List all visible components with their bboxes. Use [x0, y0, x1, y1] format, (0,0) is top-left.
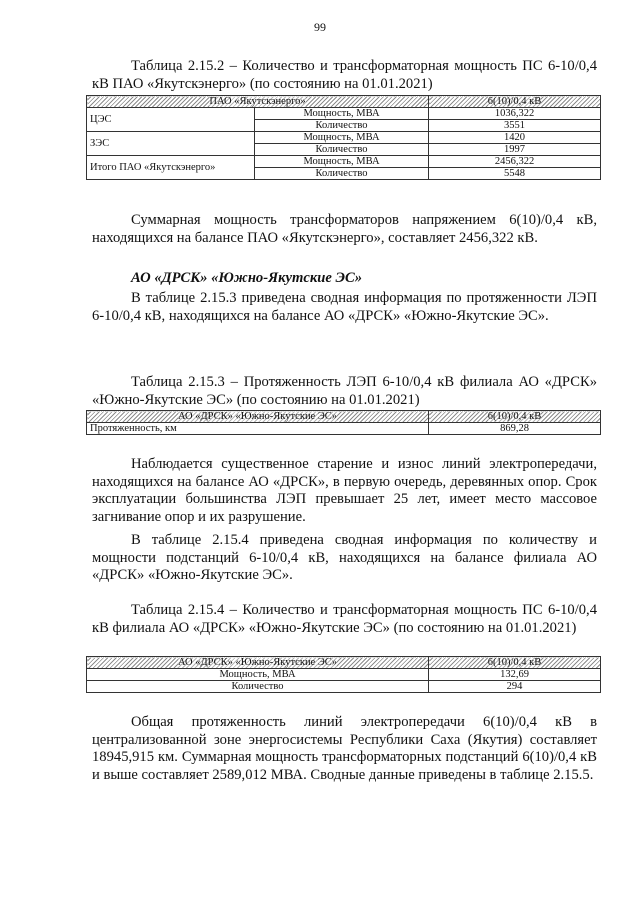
table-row [87, 132, 601, 144]
value-cell: 1997 [429, 144, 601, 156]
table-header-row [87, 411, 601, 423]
table-2-15-2 [86, 95, 601, 180]
table-2-15-4-caption: Таблица 2.15.4 – Количество и трансформаторная мощность ПС 6-10/0,4 кВ филиала АО «ДРСК» «Южно-Якутские ЭС» (по состоянию на 01.01.2021) [92, 602, 597, 636]
value-cell: 869,28 [429, 423, 601, 435]
label-cell: Мощность, МВА [255, 108, 429, 120]
label-cell: Мощность, МВА [255, 132, 429, 144]
table-row [87, 669, 601, 681]
table-row [87, 156, 601, 168]
paragraph-2: В таблице 2.15.3 приведена сводная информация по протяженности ЛЭП 6-10/0,4 кВ, находящихся на балансе АО «ДРСК» «Южно-Якутские ЭС». [92, 290, 597, 324]
header-org-cell: ПАО «Якутскэнерго» [87, 96, 429, 108]
group-cell: ЦЭС [87, 108, 255, 132]
section-heading: АО «ДРСК» «Южно-Якутские ЭС» [131, 270, 363, 286]
label-cell: Протяженность, км [87, 423, 429, 435]
table-2-15-3-caption: Таблица 2.15.3 – Протяженность ЛЭП 6-10/0,4 кВ филиала АО «ДРСК» «Южно-Якутские ЭС» (по состоянию на 01.01.2021) [92, 374, 597, 408]
header-voltage-cell: 6(10)/0,4 кВ [429, 657, 601, 669]
label-cell: Количество [255, 168, 429, 180]
group-cell: Итого ПАО «Якутскэнерго» [87, 156, 255, 180]
paragraph-1: Суммарная мощность трансформаторов напряжением 6(10)/0,4 кВ, находящихся на балансе ПАО «Якутскэнерго», составляет 2456,322 кВ. [92, 212, 597, 246]
label-cell: Мощность, МВА [255, 156, 429, 168]
group-cell: ЗЭС [87, 132, 255, 156]
table-header-row [87, 657, 601, 669]
header-voltage-cell: 6(10)/0,4 кВ [429, 411, 601, 423]
label-cell: Количество [87, 681, 429, 693]
table-2-15-3 [86, 410, 601, 435]
table-row [87, 681, 601, 693]
paragraph-3: Наблюдается существенное старение и износ линий электропередачи, находящихся на балансе АО «ДРСК», в первую очередь, деревянных опор. Срок эксплуатации большинства ЛЭП превышает 25 лет, имеет место массовое загнивание опор и их разрушение. [92, 456, 597, 525]
value-cell: 294 [429, 681, 601, 693]
table-header-row [87, 96, 601, 108]
paragraph-4: В таблице 2.15.4 приведена сводная информация по количеству и мощности подстанций 6-10/0,4 кВ, находящихся на балансе филиала АО «ДРСК» «Южно-Якутские ЭС». [92, 532, 597, 584]
value-cell: 1036,322 [429, 108, 601, 120]
header-org-cell: АО «ДРСК» «Южно-Якутские ЭС» [87, 657, 429, 669]
table-2-15-4 [86, 656, 601, 693]
value-cell: 3551 [429, 120, 601, 132]
value-cell: 132,69 [429, 669, 601, 681]
value-cell: 1420 [429, 132, 601, 144]
label-cell: Количество [255, 144, 429, 156]
value-cell: 2456,322 [429, 156, 601, 168]
header-org-cell: АО «ДРСК» «Южно-Якутские ЭС» [87, 411, 429, 423]
header-voltage-cell: 6(10)/0,4 кВ [429, 96, 601, 108]
value-cell: 5548 [429, 168, 601, 180]
table-row [87, 108, 601, 120]
table-row [87, 423, 601, 435]
label-cell: Мощность, МВА [87, 669, 429, 681]
paragraph-5: Общая протяженность линий электропередачи 6(10)/0,4 кВ в централизованной зоне энергосистемы Республики Саха (Якутия) составляет 18945,915 км. Суммарная мощность трансформаторных подстанций 6(10)/0,4 кВ и выше составляет 2589,012 МВА. Сводные данные приведены в таблице 2.15.5. [92, 714, 597, 783]
label-cell: Количество [255, 120, 429, 132]
table-2-15-2-caption: Таблица 2.15.2 – Количество и трансформаторная мощность ПС 6-10/0,4 кВ ПАО «Якутскэнерго» (по состоянию на 01.01.2021) [92, 58, 597, 92]
page-number: 99 [314, 20, 326, 34]
